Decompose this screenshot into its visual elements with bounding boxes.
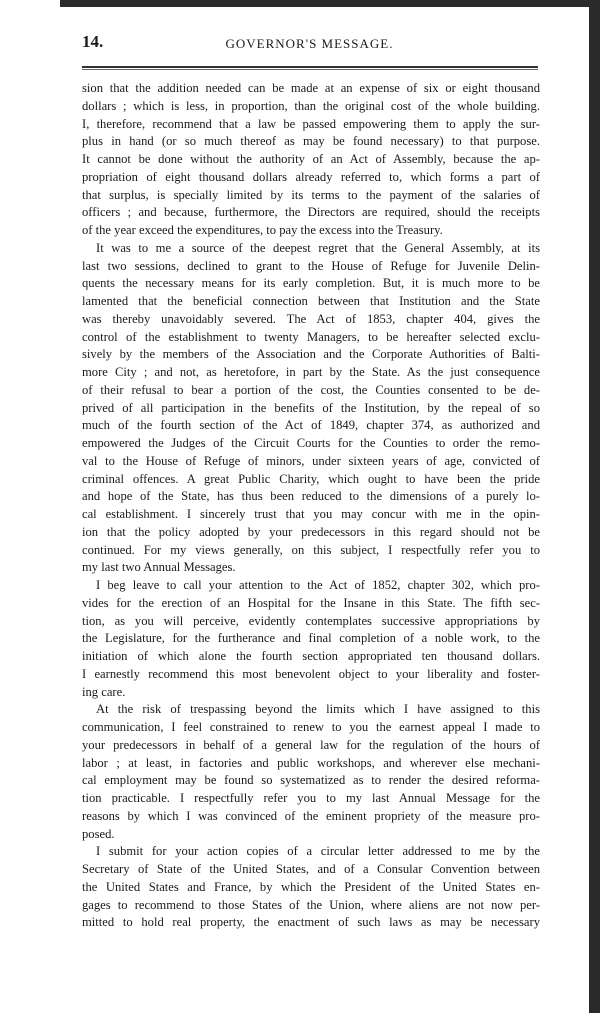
text-line: initiation of which alone the fourth section appropriated ten thousand dollars. xyxy=(82,649,540,663)
text-line: cal establishment. I sincerely trust that you may concur with me in the opin- xyxy=(82,507,540,521)
text-line: I beg leave to call your attention to the Act of 1852, chapter 302, which pro- xyxy=(96,578,540,592)
running-title: GOVERNOR'S MESSAGE. xyxy=(225,36,394,51)
text-line: tion practicable. I respectfully refer you to my last Annual Message for the xyxy=(82,791,540,805)
text-line: propriation of eight thousand dollars already referred to, which forms a part of xyxy=(82,169,540,184)
text-line: the United States and France, by which the President of the United States en- xyxy=(82,879,540,894)
text-line: the Legislature, for the furtherance and final completion of a noble work, to the xyxy=(82,631,540,646)
text-line: more City ; and not, as heretofore, in part by the State. As the just consequence xyxy=(82,365,540,379)
text-line: ing care. xyxy=(82,684,126,699)
text-line: communication, I feel constrained to renew to you the earnest appeal I made to xyxy=(82,720,540,734)
text-line: dollars ; which is less, in proportion, than the original cost of the whole building. xyxy=(82,98,540,113)
text-line: of the year exceed the expenditures, to pay the excess into the Treasury. xyxy=(82,223,443,237)
text-line: lamented that the beneficial connection between that Institution and the State xyxy=(82,294,540,308)
text-line: and hope of the State, has thus been reduced to the dimensions of a purely lo- xyxy=(82,489,540,504)
text-line: At the risk of trespassing beyond the limits which I have assigned to this xyxy=(96,702,540,717)
text-line: criminal offences. A great Public Charity, which ought to have been the pride xyxy=(82,471,540,486)
page-number: 14. xyxy=(82,32,104,51)
text-line: reasons by which I was convinced of the eminent propriety of the measure pro- xyxy=(82,808,540,823)
text-line: last two sessions, declined to grant to the House of Refuge for Juvenile Delin- xyxy=(82,258,540,273)
text-line: empowered the Judges of the Circuit Courts for the Counties to order the remo- xyxy=(82,436,540,450)
text-line: sively by the members of the Association and the Corporate Authorities of Balti- xyxy=(82,347,540,362)
scan-right-edge xyxy=(589,0,600,1013)
text-line: I, therefore, recommend that a law be passed empowering them to apply the sur- xyxy=(82,116,540,131)
text-line: cal employment may be found so systematized as to render the desired reforma- xyxy=(82,773,540,788)
text-line: much of the fourth section of the Act of 1849, chapter 374, as authorized and xyxy=(82,418,540,433)
text-line: officers ; and because, furthermore, the Directors are required, should the receipts xyxy=(82,205,540,220)
text-line: prived of all participation in the benefits of the Institution, by the repeal of so xyxy=(82,400,540,415)
text-line: val to the House of Refuge of minors, under sixteen years of age, convicted of xyxy=(82,453,540,468)
text-line: labor ; at least, in factories and public workshops, and wherever else mechani- xyxy=(82,755,540,770)
body-text xyxy=(82,80,540,932)
header-rule xyxy=(82,66,538,70)
text-line: of their refusal to bear a portion of the cost, the Counties consented to be de- xyxy=(82,382,540,397)
text-line: that surplus, is specially limited by its terms to the payment of the salaries of xyxy=(82,187,540,202)
text-line: I submit for your action copies of a circular letter addressed to me by the xyxy=(96,844,540,859)
text-line: control of the establishment to twenty Managers, to be hereafter selected exclu- xyxy=(82,329,540,344)
text-line: my last two Annual Messages. xyxy=(82,560,236,575)
text-line: vides for the erection of an Hospital for the Insane in this State. The fifth sec- xyxy=(82,595,540,610)
text-line: tion, as you will perceive, evidently contemplates successive appropriations by xyxy=(82,613,540,628)
text-line: Secretary of State of the United States, and of a Consular Convention between xyxy=(82,862,540,876)
document-page xyxy=(78,0,541,1013)
text-line: mitted to hold real property, the enactment of such laws as may be necessary xyxy=(82,915,540,930)
text-line: your predecessors in behalf of a general law for the regulation of the hours of xyxy=(82,737,540,752)
text-line: was thereby unavoidably severed. The Act of 1853, chapter 404, gives the xyxy=(82,311,540,326)
text-line: quents the necessary means for its early completion. But, it is much more to be xyxy=(82,276,540,291)
text-line: plus in hand (or so much thereof as may be found necessary) to that purpose. xyxy=(82,134,540,149)
text-line: It cannot be done without the authority of an Act of Assembly, because the ap- xyxy=(82,152,540,166)
text-line: I earnestly recommend this most benevolent object to your liberality and foster- xyxy=(82,666,540,681)
text-line: It was to me a source of the deepest regret that the General Assembly, at its xyxy=(96,240,540,255)
text-line: continued. For my views generally, on this subject, I respectfully refer you to xyxy=(82,542,540,557)
text-line: sion that the addition needed can be made at an expense of six or eight thousand xyxy=(82,81,540,95)
text-line: ion that the policy adopted by your predecessors in this regard should not be xyxy=(82,524,540,539)
page-header xyxy=(78,30,541,54)
text-line: posed. xyxy=(82,826,115,841)
text-line: gages to recommend to those States of the Union, where aliens are not now per- xyxy=(82,897,540,912)
